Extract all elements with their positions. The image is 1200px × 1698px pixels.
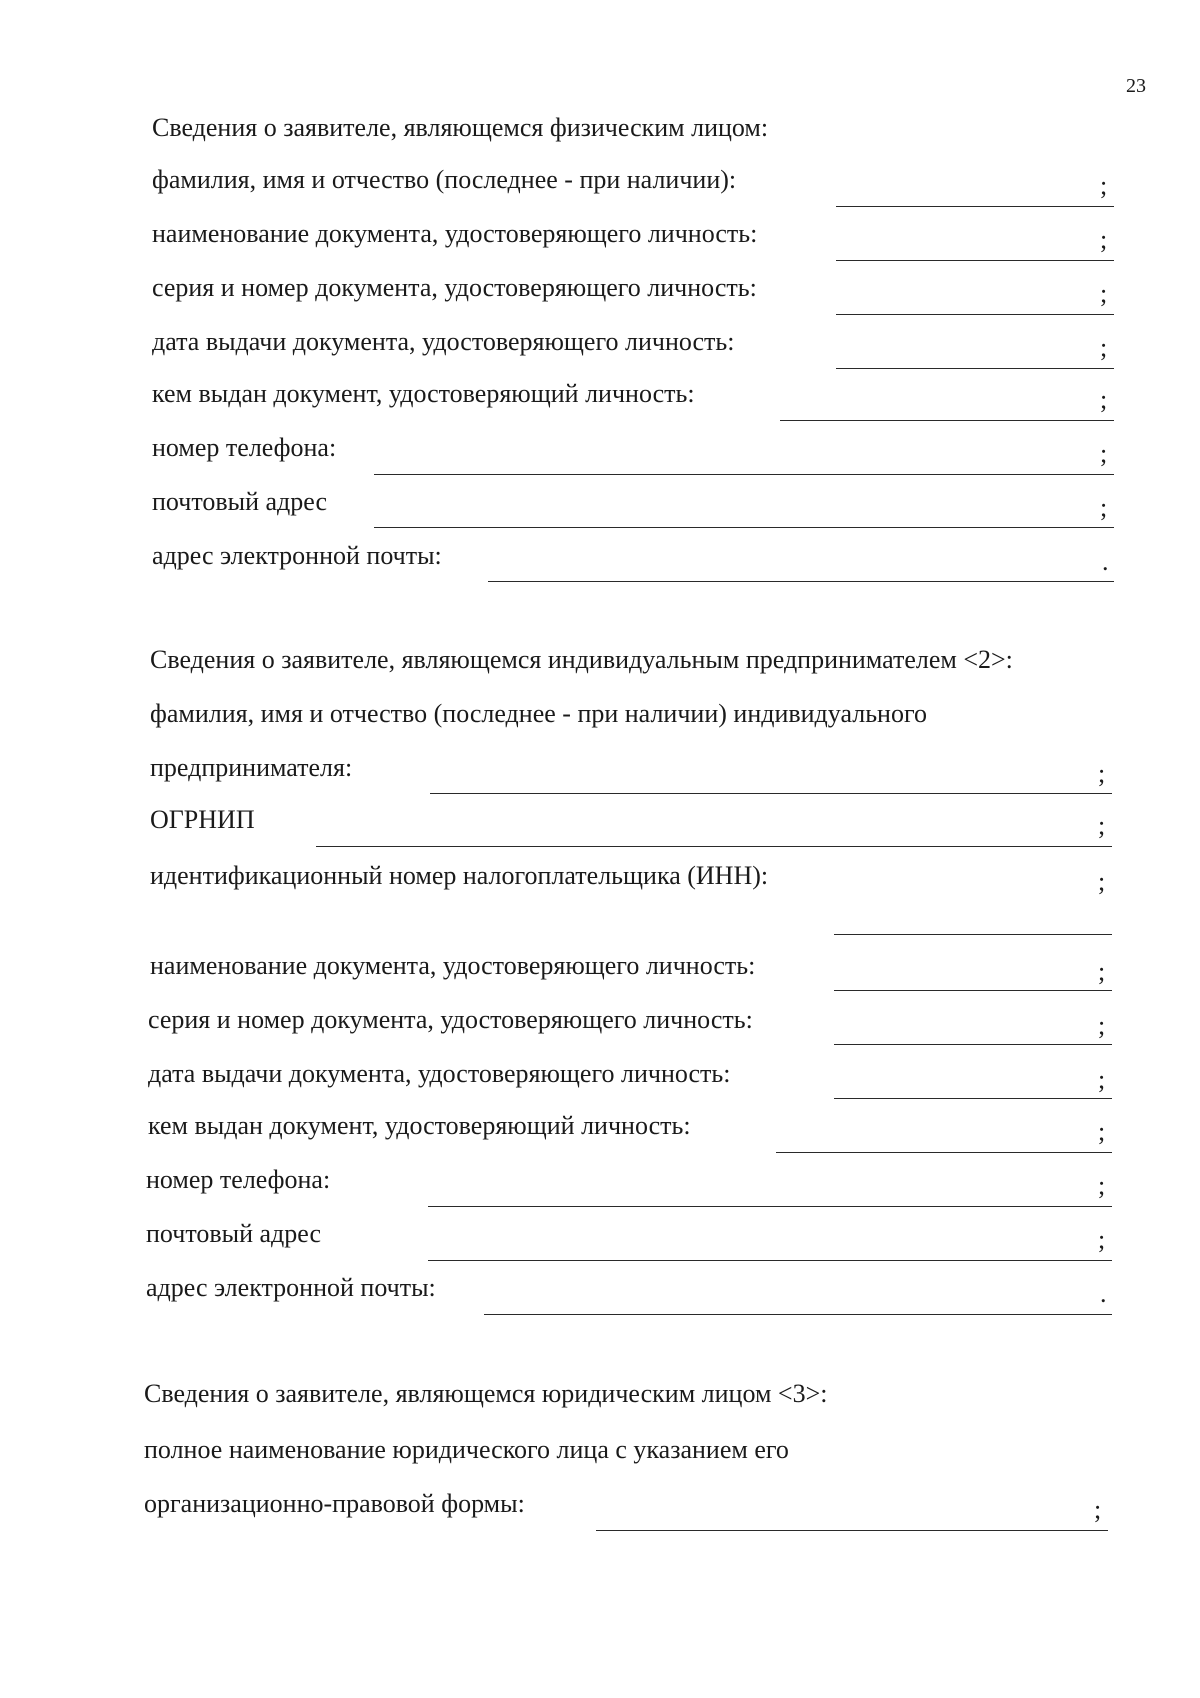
field-label: номер телефона: bbox=[146, 1165, 331, 1194]
fill-line[interactable] bbox=[836, 368, 1114, 369]
field-end-mark: ; bbox=[1100, 333, 1108, 362]
section-individual-title: Сведения о заявителе, являющемся физическим лицом: bbox=[152, 113, 769, 142]
field-end-mark: ; bbox=[1098, 1065, 1106, 1094]
field-end-mark: ; bbox=[1100, 279, 1108, 308]
field-label: адрес электронной почты: bbox=[152, 541, 442, 570]
fill-line[interactable] bbox=[374, 474, 1114, 475]
field-label: организационно-правовой формы: bbox=[144, 1489, 525, 1518]
fill-line[interactable] bbox=[428, 1206, 1112, 1207]
field-label: наименование документа, удостоверяющего личность: bbox=[150, 951, 756, 980]
fill-line[interactable] bbox=[776, 1152, 1112, 1153]
field-end-mark: ; bbox=[1100, 171, 1108, 200]
field-end-mark: ; bbox=[1098, 759, 1106, 788]
field-label: фамилия, имя и отчество (последнее - при наличии): bbox=[152, 165, 737, 194]
field-label: дата выдачи документа, удостоверяющего личность: bbox=[148, 1059, 731, 1088]
field-label: почтовый адрес bbox=[146, 1219, 321, 1248]
section-legal-intro: полное наименование юридического лица с указанием его bbox=[144, 1435, 789, 1464]
field-end-mark: ; bbox=[1098, 811, 1106, 840]
fill-line[interactable] bbox=[834, 934, 1112, 935]
field-label: адрес электронной почты: bbox=[146, 1273, 436, 1302]
field-label: номер телефона: bbox=[152, 433, 337, 462]
field-end-mark: ; bbox=[1098, 867, 1106, 896]
field-end-mark: ; bbox=[1100, 439, 1108, 468]
field-label: почтовый адрес bbox=[152, 487, 327, 516]
field-end-mark: ; bbox=[1100, 225, 1108, 254]
fill-line[interactable] bbox=[316, 846, 1112, 847]
field-end-mark: ; bbox=[1098, 1011, 1106, 1040]
field-label: идентификационный номер налогоплательщика (ИНН): bbox=[150, 861, 769, 890]
field-end-mark: ; bbox=[1094, 1495, 1102, 1524]
field-end-mark: ; bbox=[1100, 493, 1108, 522]
fill-line[interactable] bbox=[596, 1530, 1108, 1531]
field-label: серия и номер документа, удостоверяющего личность: bbox=[152, 273, 757, 302]
field-end-mark: ; bbox=[1098, 1117, 1106, 1146]
fill-line[interactable] bbox=[430, 793, 1112, 794]
fill-line[interactable] bbox=[836, 260, 1114, 261]
fill-line[interactable] bbox=[834, 1098, 1112, 1099]
fill-line[interactable] bbox=[834, 990, 1112, 991]
fill-line[interactable] bbox=[834, 1044, 1112, 1045]
fill-line[interactable] bbox=[484, 1314, 1112, 1315]
section-entrepreneur-title: Сведения о заявителе, являющемся индивидуальным предпринимателем <2>: bbox=[150, 645, 1013, 674]
section-legal-title: Сведения о заявителе, являющемся юридическим лицом <3>: bbox=[144, 1379, 828, 1408]
field-end-mark: . bbox=[1100, 1279, 1107, 1308]
field-label: ОГРНИП bbox=[150, 805, 255, 834]
fill-line[interactable] bbox=[780, 420, 1114, 421]
fill-line[interactable] bbox=[488, 581, 1114, 582]
fill-line[interactable] bbox=[836, 314, 1114, 315]
page-number: 23 bbox=[1126, 75, 1146, 97]
field-end-mark: . bbox=[1102, 547, 1109, 576]
fill-line[interactable] bbox=[374, 527, 1114, 528]
field-label: предпринимателя: bbox=[150, 753, 353, 782]
section-entrepreneur-intro: фамилия, имя и отчество (последнее - при наличии) индивидуального bbox=[150, 699, 927, 728]
field-label: дата выдачи документа, удостоверяющего личность: bbox=[152, 327, 735, 356]
fill-line[interactable] bbox=[428, 1260, 1112, 1261]
field-label: серия и номер документа, удостоверяющего личность: bbox=[148, 1005, 753, 1034]
field-label: кем выдан документ, удостоверяющий личность: bbox=[148, 1111, 691, 1140]
field-end-mark: ; bbox=[1098, 1171, 1106, 1200]
field-end-mark: ; bbox=[1100, 385, 1108, 414]
field-label: кем выдан документ, удостоверяющий личность: bbox=[152, 379, 695, 408]
fill-line[interactable] bbox=[836, 206, 1114, 207]
field-end-mark: ; bbox=[1098, 1225, 1106, 1254]
field-end-mark: ; bbox=[1098, 957, 1106, 986]
field-label: наименование документа, удостоверяющего личность: bbox=[152, 219, 758, 248]
